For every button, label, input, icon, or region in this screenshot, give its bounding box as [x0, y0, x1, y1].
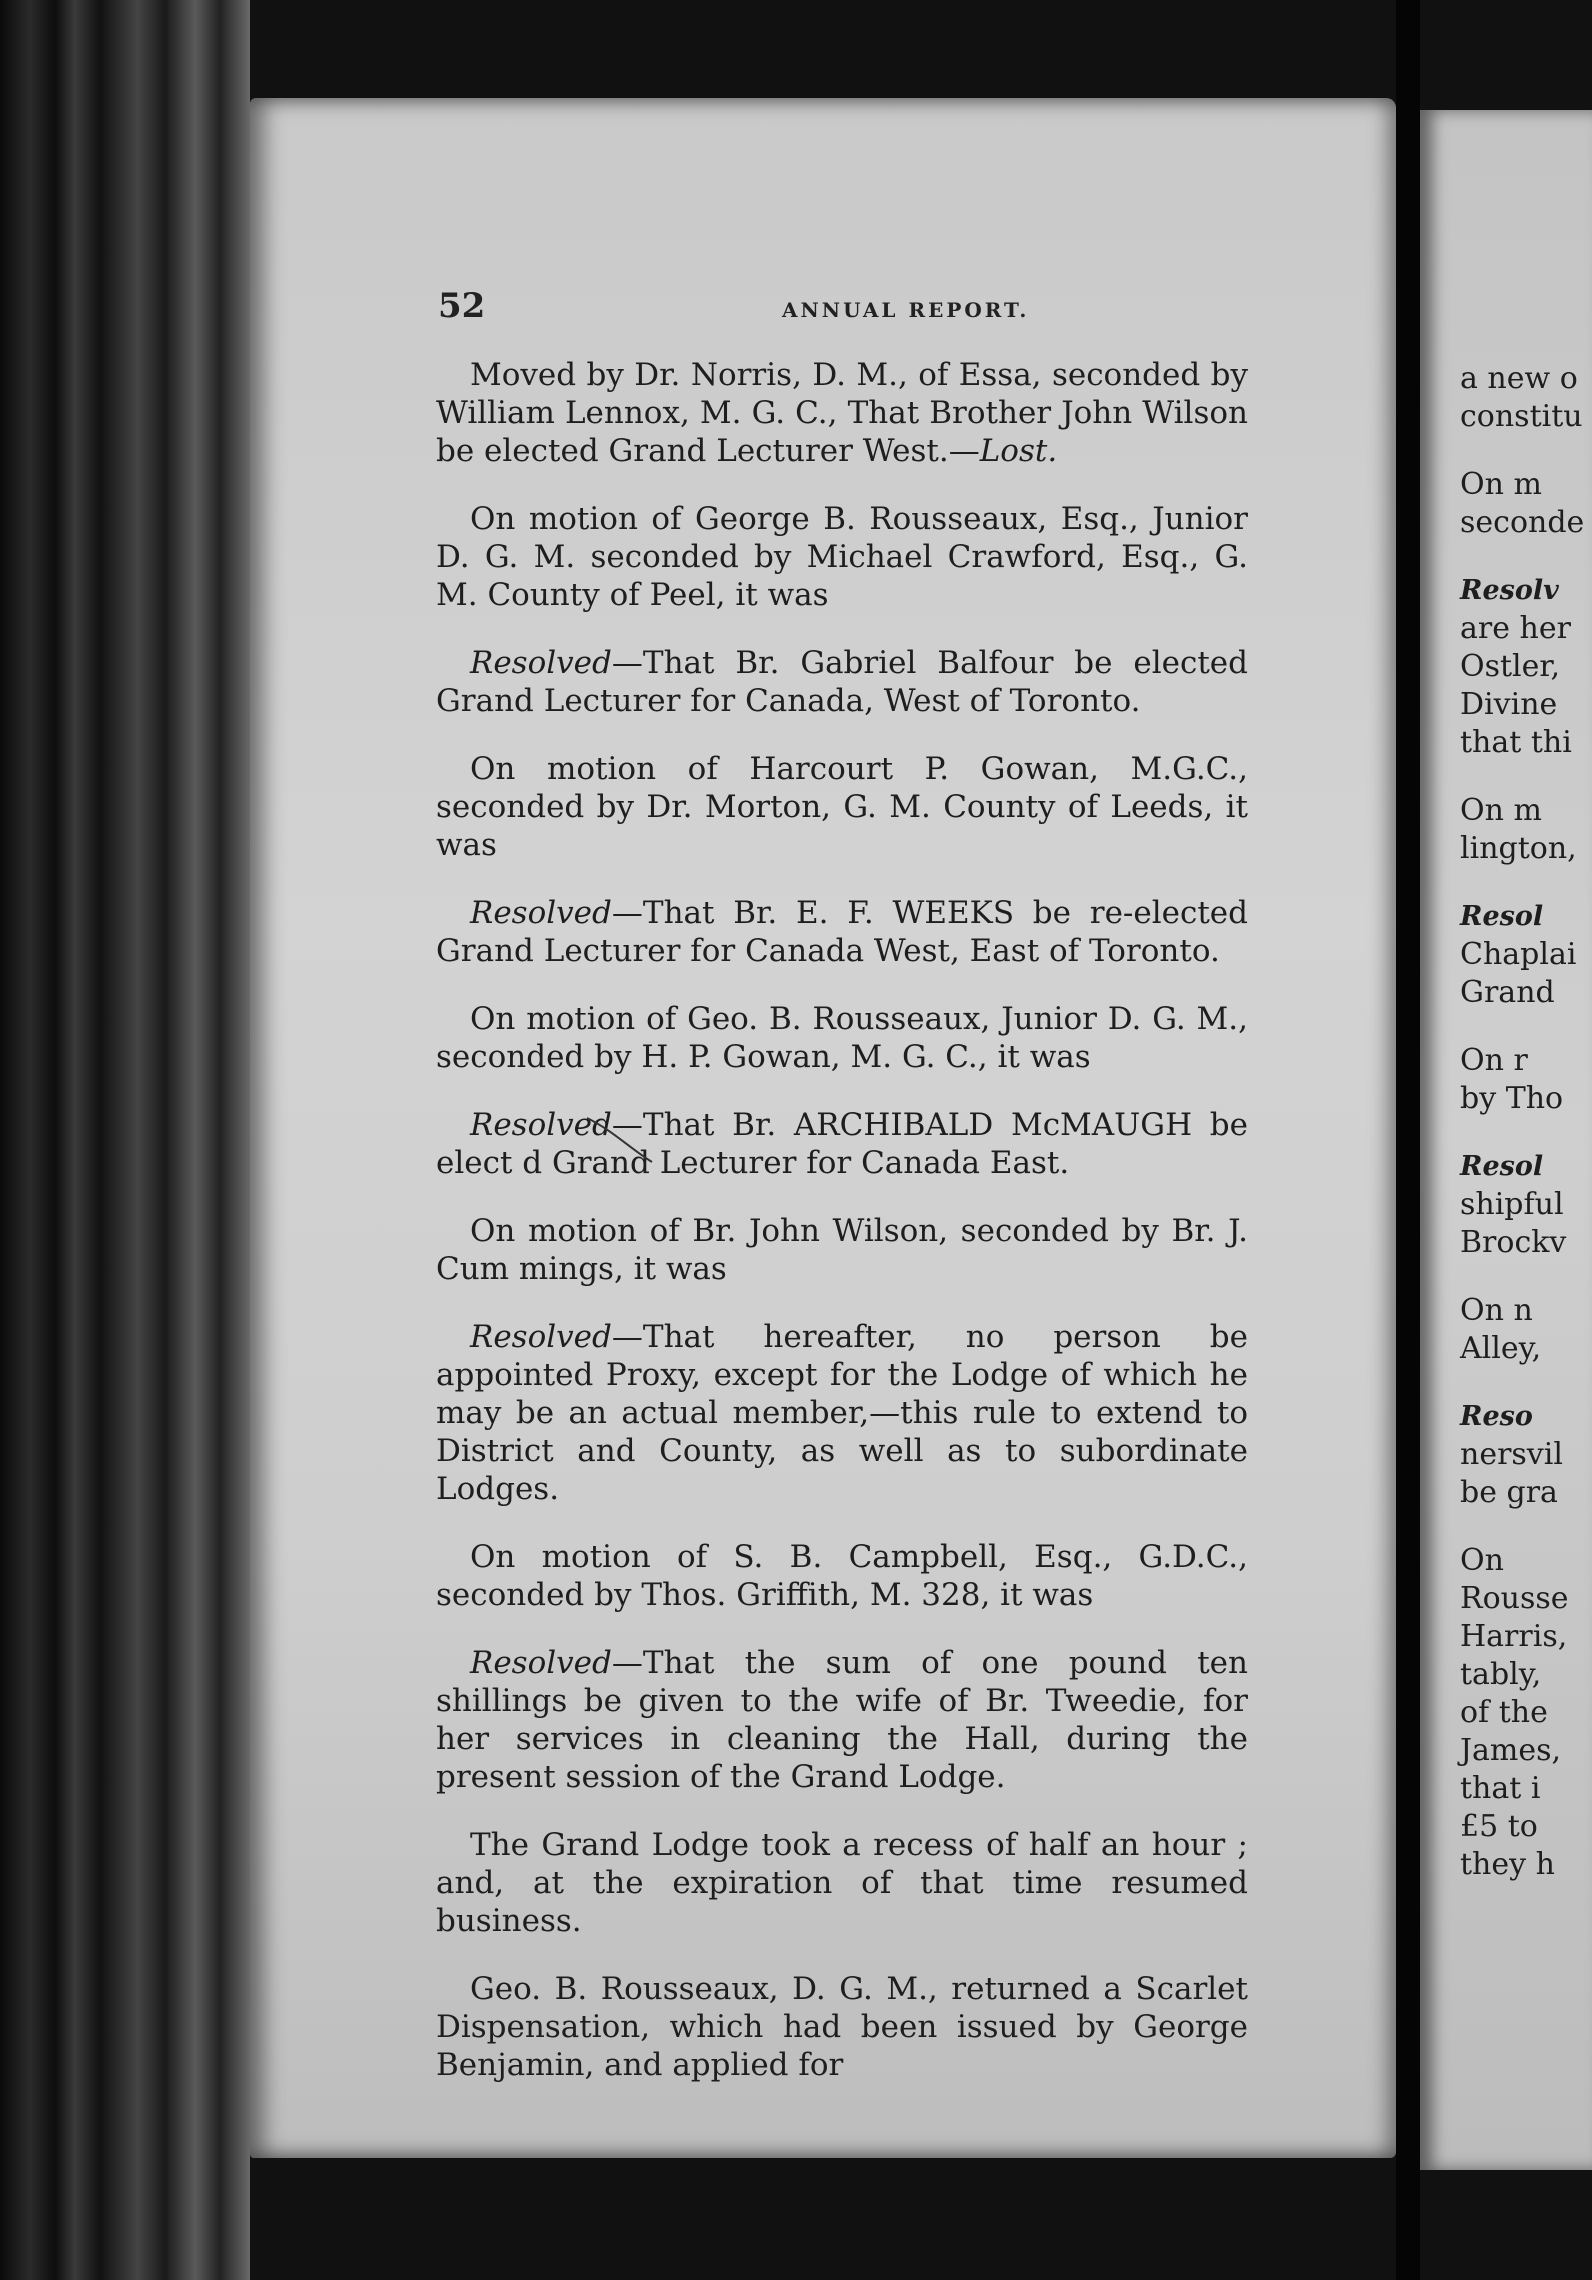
- paragraph: [436, 1970, 1248, 2084]
- facing-page-line: of the: [1460, 1695, 1548, 1730]
- paragraph-text: On motion of Harcourt P. Gowan, M.G.C., seconded by Dr. Morton, G. M. County of Leeds, it was: [436, 751, 1248, 863]
- facing-page-line: Alley,: [1460, 1331, 1542, 1366]
- facing-page-line: Ostler,: [1460, 649, 1560, 684]
- paragraph: [436, 1318, 1248, 1508]
- facing-page-line: seconde: [1460, 505, 1585, 540]
- paragraph: [436, 1826, 1248, 1940]
- facing-page-line: Reso: [1460, 1401, 1533, 1432]
- paragraph-text: Geo. B. Rousseaux, D. G. M., returned a Scarlet Dispensation, which had been issued by George Benjamin, and applied for: [436, 1971, 1248, 2083]
- facing-page-line: are her: [1460, 611, 1571, 646]
- running-head: ANNUAL REPORT.: [782, 298, 1030, 322]
- book-gutter: [1396, 0, 1420, 2280]
- resolved-label: Resolved: [470, 895, 612, 931]
- paragraph: [436, 1644, 1248, 1796]
- pen-mark-icon: [582, 1110, 702, 1190]
- facing-page-line: tably,: [1460, 1657, 1542, 1692]
- facing-page-line: On r: [1460, 1043, 1528, 1078]
- facing-page-line: On: [1460, 1543, 1504, 1578]
- facing-page-line: Rousse: [1460, 1581, 1569, 1616]
- facing-page-line: On m: [1460, 793, 1542, 828]
- facing-page-line: On m: [1460, 467, 1542, 502]
- facing-page-line: Divine: [1460, 687, 1558, 722]
- paragraph-text: On motion of Br. John Wilson, seconded by Br. J. Cum mings, it was: [436, 1213, 1248, 1287]
- facing-page: [1420, 110, 1592, 2170]
- facing-page-line: Resolv: [1460, 575, 1559, 606]
- paragraph-text: The Grand Lodge took a recess of half an hour ; and, at the expiration of that time resumed business.: [436, 1827, 1248, 1939]
- facing-page-line: £5 to: [1460, 1809, 1538, 1844]
- page-body: [436, 356, 1248, 2114]
- facing-page-line: be gra: [1460, 1475, 1558, 1510]
- paragraph-text: —That hereafter, no person be appointed Proxy, except for the Lodge of which he may be an actual member,—this rule to extend to District and County, as well as to subordinate Lodges.: [436, 1319, 1248, 1507]
- paragraph: [436, 1212, 1248, 1288]
- facing-page-line: they h: [1460, 1847, 1555, 1882]
- facing-page-line: a new o: [1460, 361, 1578, 396]
- facing-page-line: that thi: [1460, 725, 1572, 760]
- facing-page-line: Brockv: [1460, 1225, 1567, 1260]
- paragraph: [436, 644, 1248, 720]
- facing-page-line: James,: [1460, 1733, 1562, 1768]
- paragraph: [436, 1000, 1248, 1076]
- paragraph-text: Moved by Dr. Norris, D. M., of Essa, seconded by William Lennox, M. G. C., That Brother John Wilson be elected Grand Lecturer West.—: [436, 357, 1248, 469]
- page-number: 52: [438, 286, 486, 326]
- facing-page-text: [1460, 360, 1592, 1884]
- facing-page-line: nersvil: [1460, 1437, 1563, 1472]
- paragraph-text: —That Br. Gabriel Balfour be elected Grand Lecturer for Canada, West of Toronto.: [436, 645, 1248, 719]
- resolved-label: Resolved: [470, 1107, 612, 1143]
- facing-page-line: Resol: [1460, 901, 1544, 932]
- paragraph: [436, 356, 1248, 470]
- paragraph: [436, 500, 1248, 614]
- facing-page-line: Resol: [1460, 1151, 1544, 1182]
- outcome-label: Lost.: [979, 433, 1058, 469]
- paragraph: [436, 1106, 1248, 1182]
- facing-page-line: that i: [1460, 1771, 1541, 1806]
- facing-page-line: by Tho: [1460, 1081, 1564, 1116]
- book-spine: [0, 0, 250, 2280]
- facing-page-line: lington,: [1460, 831, 1577, 866]
- paragraph: [436, 750, 1248, 864]
- resolved-label: Resolved: [470, 645, 612, 681]
- book-page: [250, 98, 1396, 2158]
- paragraph: [436, 1538, 1248, 1614]
- paragraph: [436, 894, 1248, 970]
- resolved-label: Resolved: [470, 1319, 612, 1355]
- paragraph-text: —That the sum of one pound ten shillings be given to the wife of Br. Tweedie, for her services in cleaning the Hall, during the present session of the Grand Lodge.: [436, 1645, 1248, 1795]
- paragraph-text: On motion of George B. Rousseaux, Esq., Junior D. G. M. seconded by Michael Crawford, Esq., G. M. County of Peel, it was: [436, 501, 1248, 613]
- facing-page-line: On n: [1460, 1293, 1533, 1328]
- facing-page-line: constitu: [1460, 399, 1583, 434]
- paragraph-text: —That Br. E. F. WEEKS be re-elected Grand Lecturer for Canada West, East of Toronto.: [436, 895, 1248, 969]
- paragraph-text: On motion of Geo. B. Rousseaux, Junior D. G. M., seconded by H. P. Gowan, M. G. C., it was: [436, 1001, 1248, 1075]
- facing-page-line: Chaplai: [1460, 937, 1577, 972]
- resolved-label: Resolved: [470, 1645, 612, 1681]
- facing-page-line: Grand: [1460, 975, 1555, 1010]
- facing-page-line: shipful: [1460, 1187, 1564, 1222]
- paragraph-text: —That Br. ARCHIBALD McMAUGH be elect d Grand Lecturer for Canada East.: [436, 1107, 1248, 1181]
- paragraph-text: On motion of S. B. Campbell, Esq., G.D.C., seconded by Thos. Griffith, M. 328, it was: [436, 1539, 1248, 1613]
- facing-page-line: Harris,: [1460, 1619, 1568, 1654]
